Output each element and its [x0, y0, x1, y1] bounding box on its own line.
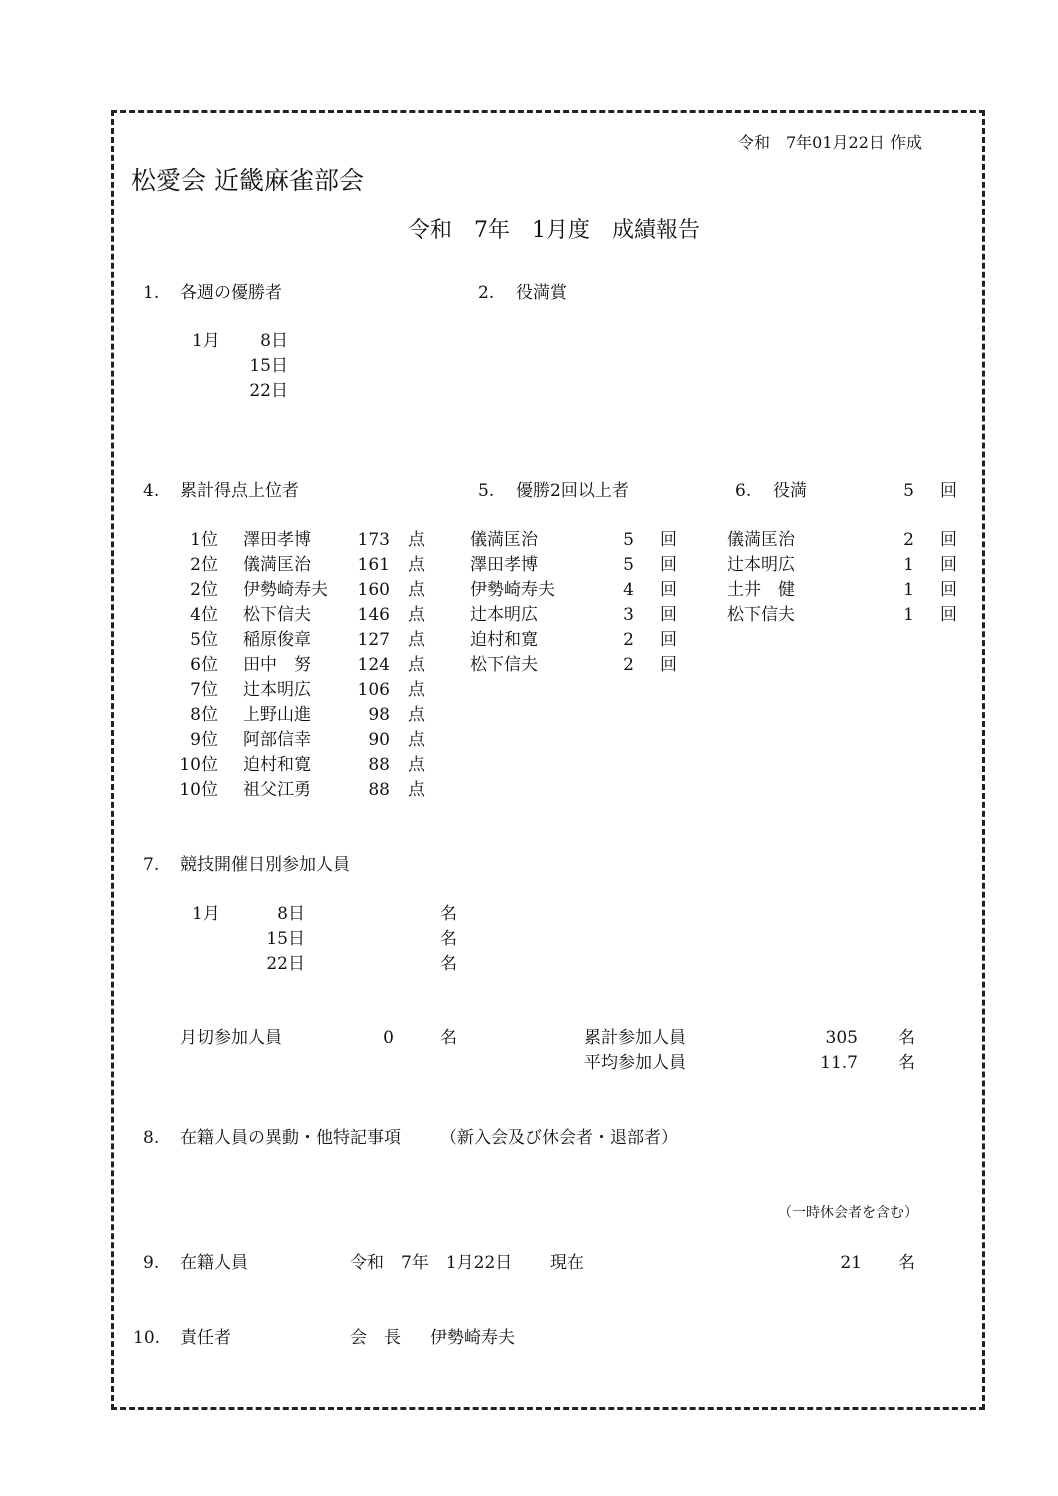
- rank: 2位: [190, 580, 218, 600]
- unit: 点: [408, 605, 425, 625]
- section9-value: 21: [840, 1253, 862, 1273]
- created-date: 令和 7年01月22日 作成: [738, 133, 922, 152]
- unit: 名: [898, 1053, 915, 1073]
- unit: 名: [440, 1028, 457, 1048]
- score: 90: [368, 730, 390, 750]
- unit: 点: [408, 730, 425, 750]
- player-name: 儀満匡治: [470, 530, 538, 550]
- average-participants-label: 平均参加人員: [584, 1053, 686, 1073]
- section8-number: 8.: [143, 1128, 160, 1148]
- unit: 回: [940, 530, 957, 550]
- section1-month: 1月: [192, 331, 220, 351]
- unit: 点: [408, 680, 425, 700]
- section7-label: 競技開催日別参加人員: [180, 855, 350, 875]
- unit: 点: [408, 530, 425, 550]
- section8-note: （新入会及び休会者・退部者）: [440, 1128, 678, 1148]
- unit: 名: [440, 904, 457, 924]
- unit: 点: [408, 580, 425, 600]
- section6-total-unit: 回: [940, 481, 957, 501]
- unit: 点: [408, 780, 425, 800]
- unit: 回: [660, 580, 677, 600]
- player-name: 澤田孝博: [470, 555, 538, 575]
- section6-label: 役満: [773, 481, 807, 501]
- score: 106: [357, 680, 390, 700]
- unit: 点: [408, 755, 425, 775]
- cumulative-participants-value: 305: [825, 1028, 858, 1048]
- monthly-participants-label: 月切参加人員: [180, 1028, 282, 1048]
- score: 160: [357, 580, 390, 600]
- count: 2: [623, 630, 634, 650]
- player-name: 稲原俊章: [243, 630, 311, 650]
- unit: 回: [660, 555, 677, 575]
- section4-label: 累計得点上位者: [180, 481, 299, 501]
- unit: 点: [408, 705, 425, 725]
- score: 173: [357, 530, 390, 550]
- score: 127: [357, 630, 390, 650]
- player-name: 辻本明広: [727, 555, 795, 575]
- count: 2: [623, 655, 634, 675]
- unit: 名: [440, 954, 457, 974]
- count: 5: [623, 555, 634, 575]
- player-name: 迫村和寛: [470, 630, 538, 650]
- unit: 回: [660, 605, 677, 625]
- section5-label: 優勝2回以上者: [516, 481, 629, 501]
- section9-as-of: 現在: [550, 1253, 584, 1273]
- player-name: 祖父江勇: [243, 780, 311, 800]
- section8-label: 在籍人員の異動・他特記事項: [180, 1128, 401, 1148]
- section10-name: 伊勢崎寿夫: [430, 1328, 515, 1348]
- section1-day: 22日: [249, 381, 288, 401]
- player-name: 松下信夫: [470, 655, 538, 675]
- score: 146: [357, 605, 390, 625]
- average-participants-value: 11.7: [820, 1053, 858, 1073]
- rank: 10位: [179, 755, 218, 775]
- unit: 回: [940, 555, 957, 575]
- unit: 点: [408, 655, 425, 675]
- count: 3: [623, 605, 634, 625]
- section7-day: 8日: [277, 904, 305, 924]
- report-title: 令和 7年 1月度 成績報告: [408, 218, 700, 243]
- player-name: 儀満匡治: [727, 530, 795, 550]
- count: 1: [903, 555, 914, 575]
- rank: 8位: [190, 705, 218, 725]
- player-name: 土井 健: [727, 580, 795, 600]
- score: 124: [357, 655, 390, 675]
- unit: 名: [898, 1028, 915, 1048]
- section1-number: 1.: [143, 283, 160, 303]
- player-name: 伊勢崎寿夫: [470, 580, 555, 600]
- unit: 回: [940, 580, 957, 600]
- rank: 6位: [190, 655, 218, 675]
- section9-date: 令和 7年 1月22日: [350, 1253, 513, 1273]
- player-name: 阿部信幸: [243, 730, 311, 750]
- rank: 5位: [190, 630, 218, 650]
- player-name: 辻本明広: [243, 680, 311, 700]
- unit: 回: [660, 630, 677, 650]
- player-name: 伊勢崎寿夫: [243, 580, 328, 600]
- player-name: 松下信夫: [727, 605, 795, 625]
- count: 4: [623, 580, 634, 600]
- player-name: 儀満匡治: [243, 555, 311, 575]
- section8-footnote: （一時休会者を含む）: [778, 1205, 918, 1221]
- score: 88: [368, 755, 390, 775]
- organization-name: 松愛会 近畿麻雀部会: [131, 166, 364, 195]
- cumulative-participants-label: 累計参加人員: [584, 1028, 686, 1048]
- section7-number: 7.: [143, 855, 160, 875]
- section2-label: 役満賞: [516, 283, 567, 303]
- rank: 7位: [190, 680, 218, 700]
- rank: 4位: [190, 605, 218, 625]
- player-name: 上野山進: [243, 705, 311, 725]
- unit: 点: [408, 630, 425, 650]
- score: 98: [368, 705, 390, 725]
- section6-total: 5: [903, 481, 914, 501]
- section10-role: 会 長: [350, 1328, 401, 1348]
- count: 2: [903, 530, 914, 550]
- section2-number: 2.: [478, 283, 495, 303]
- unit: 名: [440, 929, 457, 949]
- score: 161: [357, 555, 390, 575]
- unit: 名: [898, 1253, 915, 1273]
- unit: 回: [660, 530, 677, 550]
- count: 1: [903, 580, 914, 600]
- section1-day: 15日: [249, 356, 288, 376]
- section7-month: 1月: [192, 904, 220, 924]
- count: 5: [623, 530, 634, 550]
- section1-label: 各週の優勝者: [180, 283, 282, 303]
- unit: 回: [940, 605, 957, 625]
- monthly-participants-value: 0: [383, 1028, 394, 1048]
- unit: 回: [660, 655, 677, 675]
- section9-number: 9.: [143, 1253, 160, 1273]
- section7-day: 15日: [266, 929, 305, 949]
- score: 88: [368, 780, 390, 800]
- rank: 2位: [190, 555, 218, 575]
- player-name: 辻本明広: [470, 605, 538, 625]
- rank: 10位: [179, 780, 218, 800]
- section10-number: 10.: [133, 1328, 161, 1348]
- player-name: 澤田孝博: [243, 530, 311, 550]
- player-name: 迫村和寛: [243, 755, 311, 775]
- section10-label: 責任者: [180, 1328, 231, 1348]
- section6-number: 6.: [735, 481, 752, 501]
- section9-label: 在籍人員: [180, 1253, 248, 1273]
- section1-day: 8日: [260, 331, 288, 351]
- section4-number: 4.: [143, 481, 160, 501]
- count: 1: [903, 605, 914, 625]
- section7-day: 22日: [266, 954, 305, 974]
- section5-number: 5.: [478, 481, 495, 501]
- player-name: 田中 努: [243, 655, 311, 675]
- rank: 9位: [190, 730, 218, 750]
- player-name: 松下信夫: [243, 605, 311, 625]
- unit: 点: [408, 555, 425, 575]
- rank: 1位: [190, 530, 218, 550]
